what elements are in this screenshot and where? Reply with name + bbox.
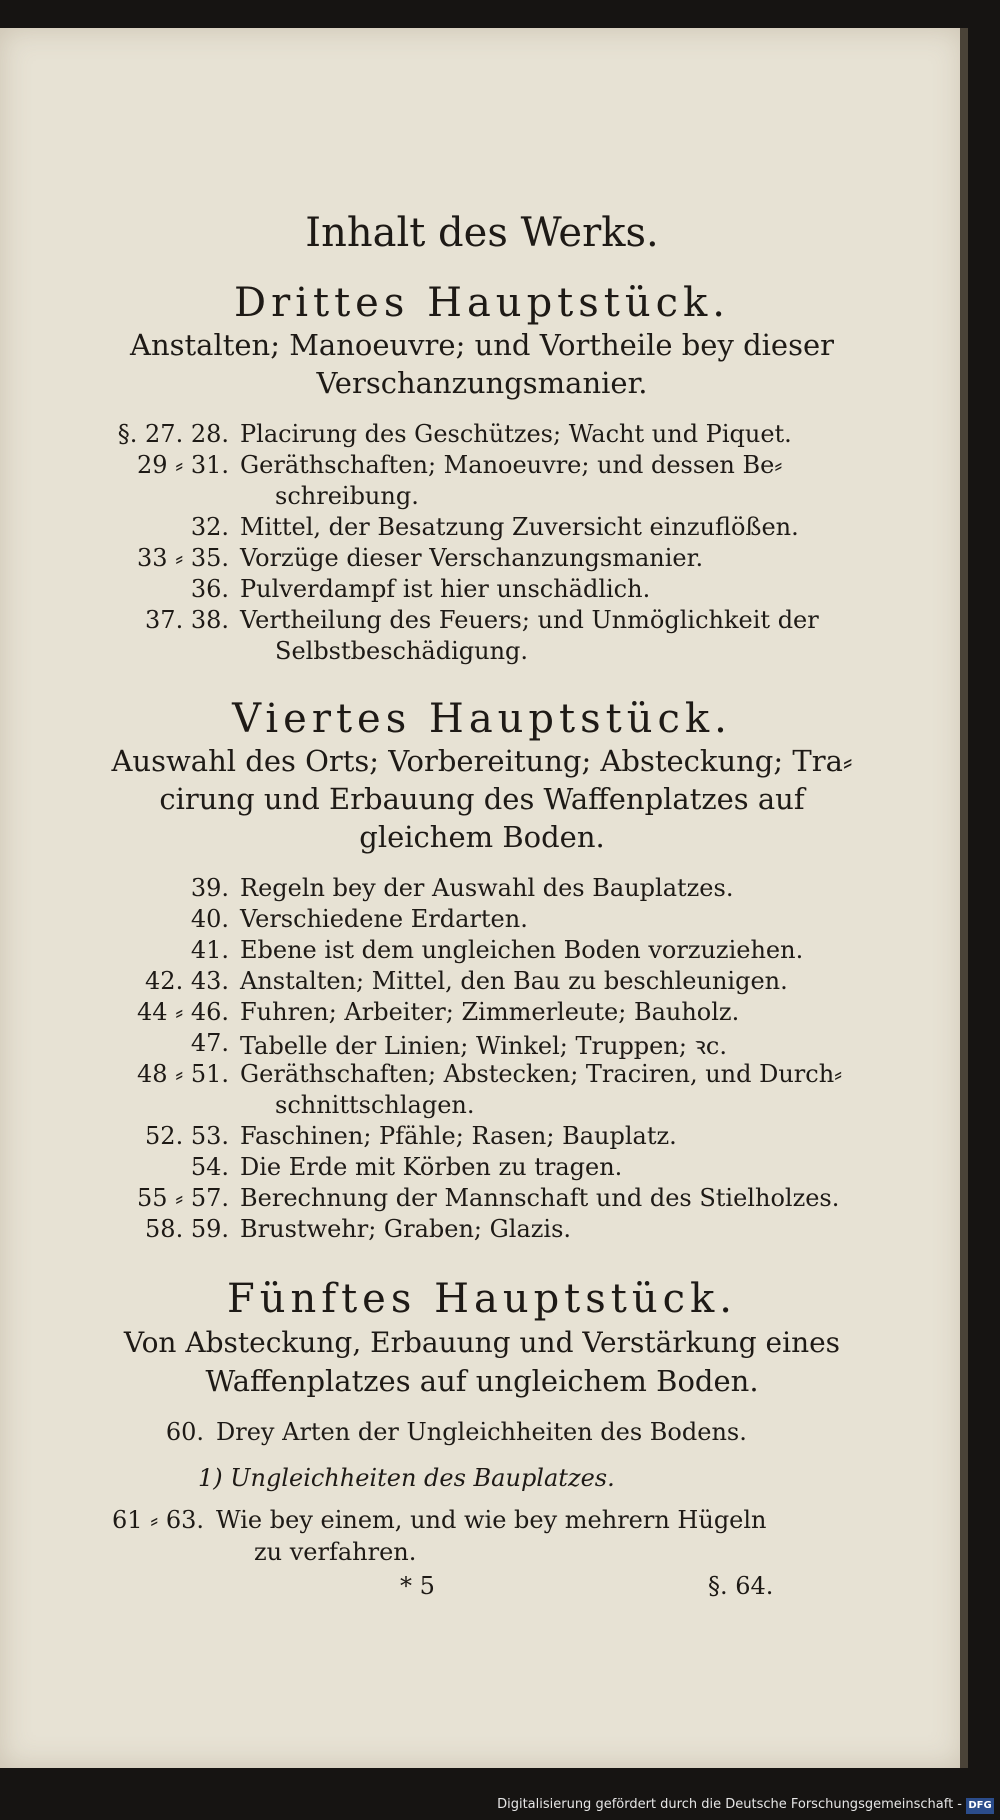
entry-text: Die Erde mit Körben zu tragen. — [240, 1153, 623, 1181]
entry-text: Geräthschaften; Abstecken; Traciren, und Durch⸗ — [240, 1060, 843, 1088]
entry-text: schnittschlagen. — [275, 1091, 475, 1119]
chapter3-subtitle-2: Verschanzungsmanier. — [316, 366, 648, 400]
entry-number: 32. — [190, 513, 229, 541]
entry-number: 48 ⸗ 51. — [137, 1060, 229, 1088]
entry-text: Wie bey einem, und wie bey mehrern Hügeln — [216, 1506, 767, 1534]
entry-text: Geräthschaften; Manoeuvre; und dessen Be⸗ — [240, 451, 783, 479]
entry-number: 29 ⸗ 31. — [137, 451, 229, 479]
toc-entry-continuation: zu verfahren. — [254, 1538, 417, 1566]
catchword: §. 64. — [708, 1572, 774, 1600]
chapter3-subtitle-1: Anstalten; Manoeuvre; und Vortheile bey dieser — [130, 328, 834, 362]
entry-number: 37. 38. — [145, 606, 229, 634]
entry-number: 58. 59. — [145, 1215, 229, 1243]
chapter3-heading: Drittes Hauptstück. — [234, 280, 730, 326]
entry-number: 33 ⸗ 35. — [137, 544, 229, 572]
entry-text: Drey Arten der Ungleichheiten des Bodens. — [216, 1418, 747, 1446]
entry-number: 44 ⸗ 46. — [137, 998, 229, 1026]
entry-text: Faschinen; Pfähle; Rasen; Bauplatz. — [240, 1122, 677, 1150]
entry-number: 41. — [190, 936, 229, 964]
entry-number: 60. — [165, 1418, 204, 1446]
entry-text: Vorzüge dieser Verschanzungsmanier. — [240, 544, 704, 572]
entry-text: Anstalten; Mittel, den Bau zu beschleunigen. — [240, 967, 788, 995]
entry-text: Verschiedene Erdarten. — [240, 905, 528, 933]
entry-number: 40. — [190, 905, 229, 933]
chapter4-heading: Viertes Hauptstück. — [232, 696, 732, 742]
entry-text: Fuhren; Arbeiter; Zimmerleute; Bauholz. — [240, 998, 740, 1026]
entry-text: Selbstbeschädigung. — [275, 637, 529, 665]
book-page — [0, 28, 964, 1768]
entry-number: 54. — [190, 1153, 229, 1181]
entry-text: Brustwehr; Graben; Glazis. — [240, 1215, 572, 1243]
digitization-credit: Digitalisierung gefördert durch die Deutsche Forschungsgemeinschaft - — [497, 1797, 962, 1812]
entry-text: Regeln bey der Auswahl des Bauplatzes. — [240, 874, 734, 902]
chapter4-subtitle-2: cirung und Erbauung des Waffenplatzes auf — [159, 782, 805, 816]
signature-mark: * 5 — [400, 1572, 435, 1600]
chapter5-subtitle-2: Waffenplatzes auf ungleichem Boden. — [205, 1364, 759, 1398]
entry-text: Ebene ist dem ungleichen Boden vorzuziehen. — [240, 936, 804, 964]
entry-number: 47. — [190, 1029, 229, 1057]
footer-bar — [0, 1768, 1000, 1820]
page-title: Inhalt des Werks. — [305, 210, 659, 256]
chapter5-heading: Fünftes Hauptstück. — [227, 1276, 737, 1322]
entry-text: schreibung. — [275, 482, 419, 510]
entry-number: §. 27. 28. — [117, 420, 229, 448]
entry-number: 61 ⸗ 63. — [112, 1506, 204, 1534]
page-edge — [960, 28, 968, 1768]
entry-number: 55 ⸗ 57. — [137, 1184, 229, 1212]
entry-text: Tabelle der Linien; Winkel; Truppen; ꝛc. — [240, 1032, 727, 1060]
entry-number: 36. — [190, 575, 229, 603]
entry-text: Berechnung der Mannschaft und des Stielholzes. — [240, 1184, 840, 1212]
dfg-logo: DFG — [966, 1798, 994, 1814]
chapter4-subtitle-3: gleichem Boden. — [359, 820, 605, 854]
chapter5-subtitle-1: Von Absteckung, Erbauung und Verstärkung eines — [123, 1326, 841, 1359]
entry-text: Pulverdampf ist hier unschädlich. — [240, 575, 651, 603]
entry-number: 39. — [190, 874, 229, 902]
entry-text: Mittel, der Besatzung Zuversicht einzuflößen. — [240, 513, 799, 541]
entry-number: 42. 43. — [145, 967, 229, 995]
chapter4-subtitle-1: Auswahl des Orts; Vorbereitung; Absteckung; Tra⸗ — [111, 744, 853, 778]
entry-text: Placirung des Geschützes; Wacht und Piquet. — [240, 420, 792, 448]
entry-number: 52. 53. — [145, 1122, 229, 1150]
subsection-label: 1) Ungleichheiten des Bauplatzes. — [198, 1464, 615, 1492]
entry-text: Vertheilung des Feuers; und Unmöglichkeit der — [240, 606, 819, 634]
